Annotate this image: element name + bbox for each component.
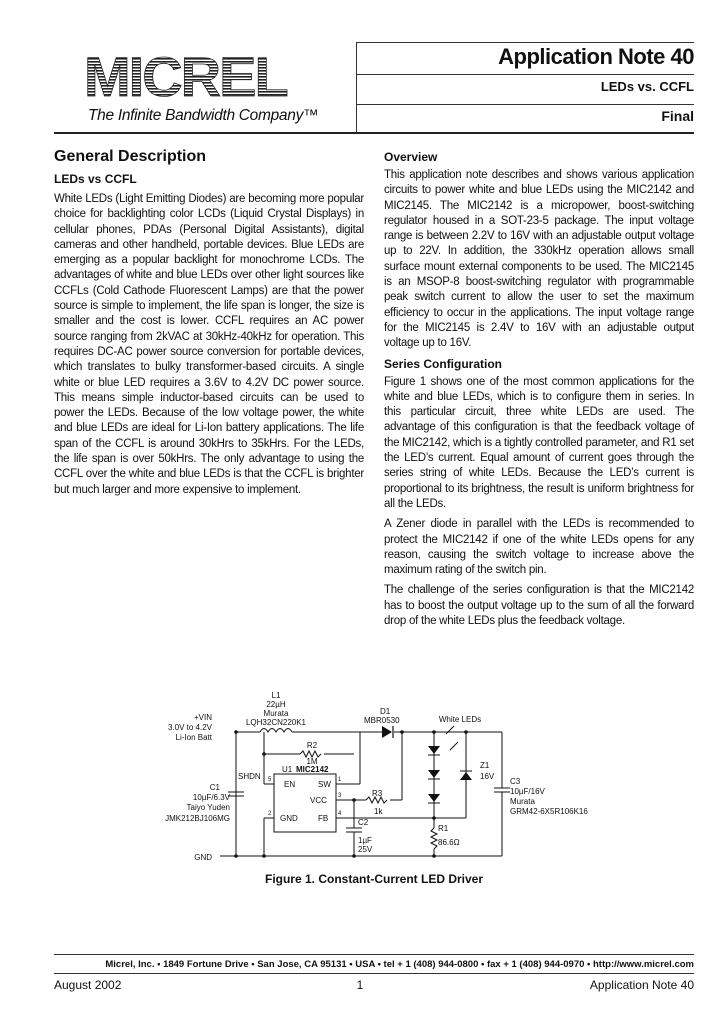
d1-part: MBR0530 [364, 716, 400, 725]
page-title: Application Note 40 [498, 44, 694, 69]
r2-ref: R2 [306, 741, 318, 750]
z1-ref: Z1 [480, 761, 490, 770]
footer-rule-bottom [54, 973, 694, 974]
series-paragraph-3: The challenge of the series configuration is that the MIC2142 has to boost the output voltage up to the sum of all the forward drop of the white LEDs plus the feedback voltage. [384, 584, 694, 628]
l1-value: 22µH [266, 700, 286, 709]
c2-ref: C2 [358, 818, 369, 827]
overview-heading: Overview [384, 150, 438, 164]
c3-value: 10µF/16V [510, 787, 545, 796]
l1-part: LQH32CN220K1 [245, 718, 307, 727]
led-driver-schematic [150, 688, 590, 868]
footer-date: August 2002 [54, 978, 122, 992]
series-paragraph-1: Figure 1 shows one of the most common applications for the white and blue LEDs, which is to configure them in series. In this particular circuit, three white LEDs are used. The advantage of this configuration is that the feedback voltage of the MIC2142, which is a tightly controlled parameter, and R1 set the LED’s current. Equal amount of current goes through the series string of white LEDs. Because the LED’s current is proportional to its brightness, the result is uniform brightness for all the LEDs. [384, 375, 695, 510]
footer-contact: Micrel, Inc. • 1849 Fortune Drive • San Jose, CA 95131 • USA • tel + 1 (408) 944-0800 • fax + 1 (408) 944-0970 • http://www.micrel.com [105, 959, 694, 970]
footer-document-name: Application Note 40 [589, 978, 694, 992]
logo-wordmark: MICREL [84, 52, 287, 102]
u1-part: MIC2142 [296, 765, 329, 774]
pin-sw: SW [318, 780, 331, 789]
general-description-body: White LEDs (Light Emitting Diodes) are becoming more popular choice for backlighting color LCDs (Liquid Crystal Displays) in cellular phones, PDAs (Personal Digital Assistants), digital cameras and other handheld, portable devices. Blue LEDs are emerging as a popular backlight for monochrome LCDs. The advantages of white and blue LEDs over other light sources like CCFLs (Cold Cathode Fluorescent Lamps) are that the power source is simple to implement, the life span is longer, the size is smaller and the cost is lower. CCFL requires an AC power source ranging from 2kVAC at 30kHz-40kHz for operation. This requires DC-AC power source conversion for portable devices, which translates to bulky transformer-based circuits. A single white or blue LED requires a 3.6V to 4.2V DC power source. This means simple inductor-based circuits can be used to power the LEDs. Because of the low voltage power, the white and blue LEDs are ideal for Li-Ion battery applications. The life span of the CCFL is around 30kHrs to 35kHrs. For the LEDs, the life span is over 50kHrs. The only advantage to using the CCFL over the white and blue LEDs is that the CCFL is brighter but much larger and more expensive to implement. [54, 193, 364, 496]
d1-ref: D1 [380, 707, 391, 716]
pin-fb: FB [318, 814, 329, 823]
header-rule-2 [356, 104, 694, 105]
u1-ref: U1 [282, 765, 293, 774]
z1-value: 16V [480, 772, 495, 781]
header-rule-top [356, 42, 694, 43]
led-icon [428, 770, 440, 778]
logo-tagline: The Infinite Bandwidth Company™ [88, 107, 319, 124]
pin-number-2: 2 [268, 811, 272, 817]
c3-ref: C3 [510, 777, 521, 786]
overview-body: This application note describes and shows various application circuits to power white and blue LEDs using the MIC2142 and MIC2145. The MIC2142 is a micropower, boost-switching regulator housed in a SOT-23-5 package. The input voltage range is between 2.2V to 16V with an adjustable output voltage up to 22V. In addition, the 330kHz operation allows small surface mount external components to be used. The MIC2145 is an MSOP-8 boost-switching regulator with programmable peak switch current to allow the user to set the maximum efficiency to occur in the applications. The input voltage range for the MIC2145 is 2.4V to 16V with an adjustable output voltage up to 16V. [384, 169, 694, 350]
header-rule-bottom [54, 132, 694, 134]
vin-source: Li-Ion Batt [175, 733, 212, 742]
shdn-label: SHDN [238, 772, 261, 781]
micrel-logo-mark [84, 52, 324, 102]
vin-range: 3.0V to 4.2V [167, 723, 212, 732]
vin-label: +VIN [193, 713, 212, 722]
header-rule-1 [356, 74, 694, 75]
pin-number-1: 1 [338, 777, 342, 783]
general-description-heading: General Description [54, 148, 207, 165]
overview-section [384, 150, 694, 634]
figure-caption: Figure 1. Constant-Current LED Driver [264, 872, 484, 886]
pin-number-5: 5 [268, 777, 272, 783]
footer-page-number: 1 [356, 978, 364, 992]
c3-mfr: Murata [510, 797, 535, 806]
l1-mfr: Murata [263, 709, 289, 718]
pin-en: EN [284, 780, 296, 789]
c1-part: JMK212BJ106MG [165, 814, 230, 823]
l1-ref: L1 [271, 691, 281, 700]
footer-rule-top [54, 954, 694, 955]
zener-diode-icon [460, 772, 472, 780]
micrel-logo [84, 52, 324, 132]
pin-gnd: GND [280, 814, 298, 823]
general-description-section [54, 148, 364, 498]
c2-voltage: 25V [358, 845, 373, 854]
leds-vs-ccfl-subheading: LEDs vs CCFL [54, 172, 137, 186]
pin-number-3: 3 [338, 793, 342, 799]
pin-number-4: 4 [338, 811, 342, 817]
pin-vcc: VCC [310, 796, 327, 805]
c1-ref: C1 [209, 783, 220, 792]
r1-value: 86.6Ω [438, 838, 460, 847]
led-icon [428, 794, 440, 802]
gnd-label: GND [194, 853, 212, 862]
led-icon [428, 746, 440, 754]
r3-value: 1k [374, 807, 383, 816]
c3-part: GRM42-6X5R106K16 [510, 807, 588, 816]
c2-value: 1µF [358, 836, 372, 845]
series-paragraph-2: A Zener diode in parallel with the LEDs is recommended to protect the MIC2142 if one of the white LEDs opens for any reason, causing the switch voltage to increase above the maximum rating of the switch pin. [384, 518, 694, 577]
c1-mfr: Taiyo Yuden [186, 803, 230, 812]
leds-label: White LEDs [438, 715, 482, 724]
r1-ref: R1 [438, 824, 449, 833]
page-subtitle: LEDs vs. CCFL [600, 79, 694, 94]
r2-value: 1M [306, 757, 318, 766]
c1-value: 10µF/6.3V [192, 793, 230, 802]
r3-ref: R3 [372, 789, 383, 798]
d1-diode-icon [382, 726, 392, 738]
document-status: Final [661, 108, 694, 124]
series-configuration-heading: Series Configuration [384, 356, 503, 371]
